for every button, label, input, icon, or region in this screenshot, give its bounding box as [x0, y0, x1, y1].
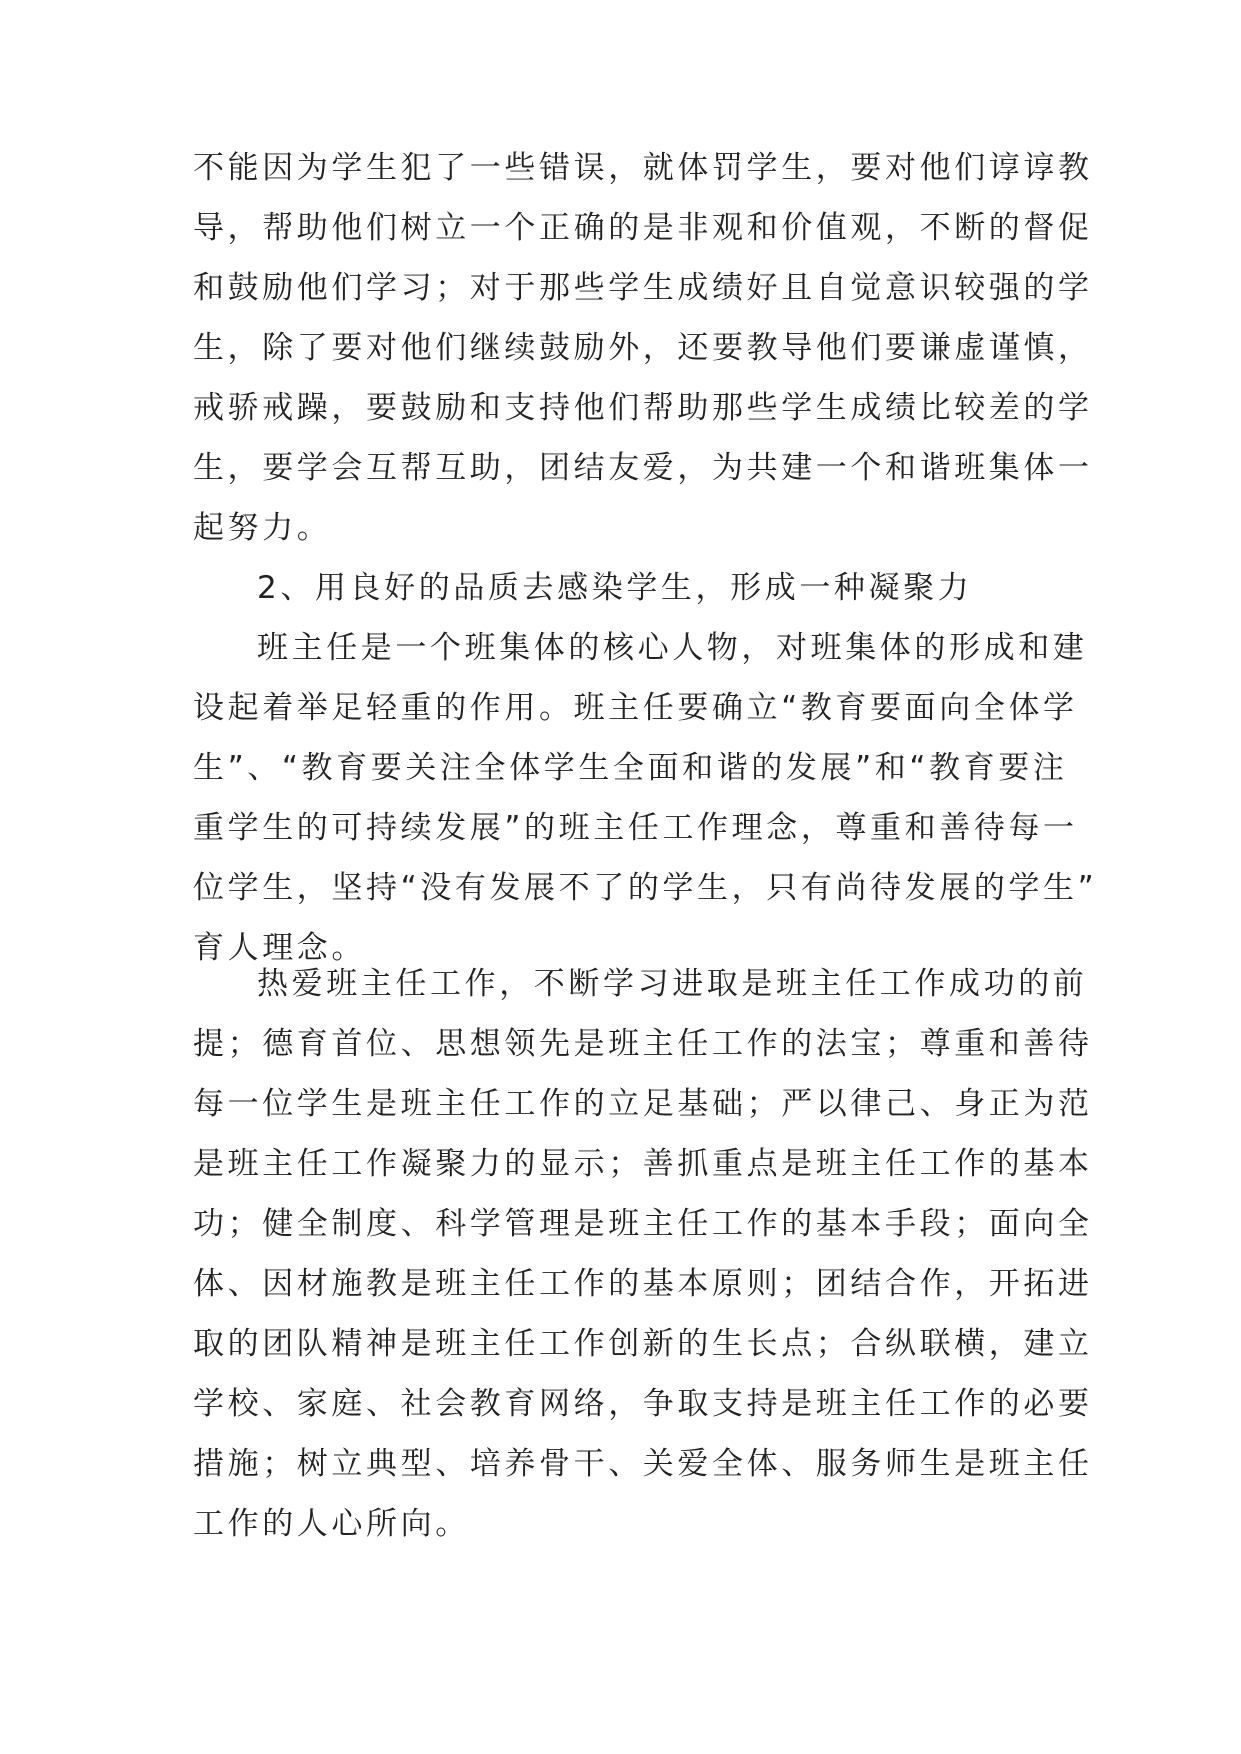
paragraph-line: 措施；树立典型、培养骨干、关爱全体、服务师生是班主任	[193, 1446, 1093, 1482]
paragraph-line: 提；德育首位、思想领先是班主任工作的法宝；尊重和善待	[193, 1026, 1093, 1062]
paragraph-line: 生”、“教育要关注全体学生全面和谐的发展”和“教育要注	[193, 750, 1068, 786]
paragraph-line: 和鼓励他们学习；对于那些学生成绩好且自觉意识较强的学	[193, 270, 1093, 306]
paragraph-line: 功；健全制度、科学管理是班主任工作的基本手段；面向全	[193, 1206, 1093, 1242]
paragraph-3	[193, 954, 1093, 1554]
section-heading	[193, 558, 1073, 618]
heading-2: 2、用良好的品质去感染学生，形成一种凝聚力	[257, 570, 973, 606]
paragraph-line: 生，要学会互帮互助，团结友爱，为共建一个和谐班集体一	[193, 450, 1093, 486]
paragraph-line: 每一位学生是班主任工作的立足基础；严以律己、身正为范	[193, 1086, 1093, 1122]
paragraph-line: 位学生，坚持“没有发展不了的学生，只有尚待发展的学生”	[193, 870, 1098, 906]
paragraph-1	[193, 138, 1093, 558]
paragraph-line: 育人理念。	[193, 930, 366, 966]
paragraph-line: 工作的人心所向。	[193, 1506, 470, 1542]
paragraph-line: 不能因为学生犯了一些错误，就体罚学生，要对他们谆谆教	[193, 150, 1093, 186]
paragraph-2	[193, 618, 1098, 978]
paragraph-line: 体、因材施教是班主任工作的基本原则；团结合作，开拓进	[193, 1266, 1093, 1302]
paragraph-line: 学校、家庭、社会教育网络，争取支持是班主任工作的必要	[193, 1386, 1093, 1422]
paragraph-line: 热爱班主任工作，不断学习进取是班主任工作成功的前	[257, 966, 1088, 1002]
paragraph-line: 起努力。	[193, 510, 332, 546]
paragraph-line: 戒骄戒躁，要鼓励和支持他们帮助那些学生成绩比较差的学	[193, 390, 1093, 426]
paragraph-line: 设起着举足轻重的作用。班主任要确立“教育要面向全体学	[193, 690, 1078, 726]
paragraph-line: 取的团队精神是班主任工作创新的生长点；合纵联横，建立	[193, 1326, 1093, 1362]
paragraph-line: 导，帮助他们树立一个正确的是非观和价值观，不断的督促	[193, 210, 1093, 246]
paragraph-line: 是班主任工作凝聚力的显示；善抓重点是班主任工作的基本	[193, 1146, 1093, 1182]
paragraph-line: 班主任是一个班集体的核心人物，对班集体的形成和建	[257, 630, 1088, 666]
paragraph-line: 重学生的可持续发展”的班主任工作理念，尊重和善待每一	[193, 810, 1078, 846]
paragraph-line: 生，除了要对他们继续鼓励外，还要教导他们要谦虚谨慎，	[193, 330, 1093, 366]
